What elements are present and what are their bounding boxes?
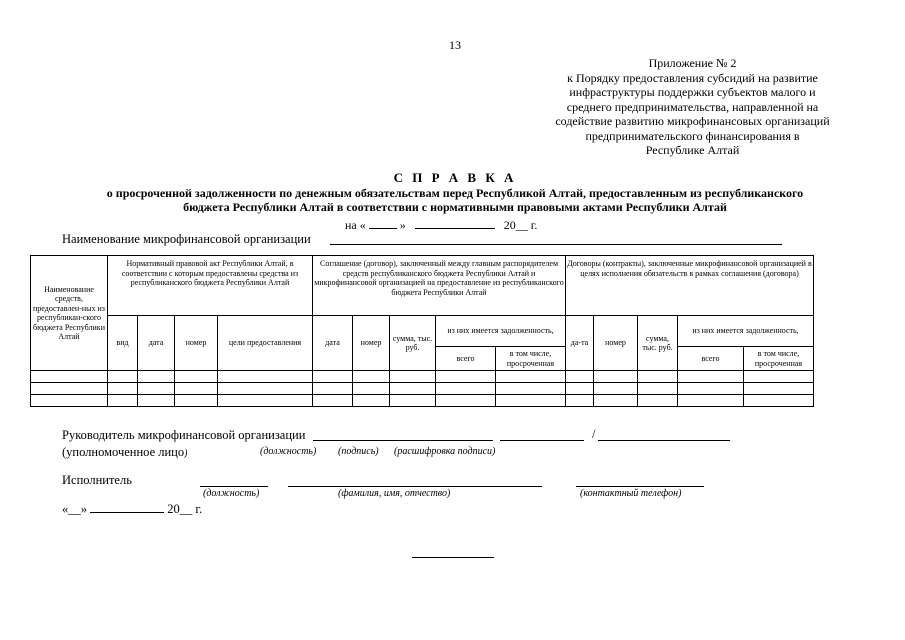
group-legal-act: Нормативный правовой акт Республики Алтай, в соответствии с которым предоставлены средства из республиканского бюджета Республики Алтай [108,256,313,316]
hint-position: (должность) [260,446,317,457]
col-contract-sum: сумма, тыс. руб. [638,316,678,371]
appendix-line: к Порядку предоставления субсидий на развитие [567,70,818,85]
col-number: номер [175,316,218,371]
col-contract-debt: из них имеется задолженность, [678,316,814,347]
date-prefix: на « [345,218,366,232]
col-fund-name: Наименование средств, предоставлен-ных из республикан-ского бюджета Республики Алтай [31,256,108,371]
org-name-label: Наименование микрофинансовой организации [62,232,311,246]
executor-label: Исполнитель [62,473,132,487]
col-agreement-sum: сумма, тыс. руб. [390,316,436,371]
hint-exec-position: (должность) [203,488,260,499]
head-position-blank[interactable] [313,440,493,441]
document-subtitle [45,186,865,214]
appendix-line: Приложение № 2 [648,56,737,70]
executor-position-blank[interactable] [200,486,268,487]
col-contract-date: да-та [566,316,594,371]
executor-phone-blank[interactable] [576,486,704,487]
sign-date-year: 20__ г. [167,502,203,516]
hint-signature: (подпись) [338,446,379,457]
appendix-header [540,56,845,158]
table-row [31,395,814,407]
authorized-person [62,445,187,460]
date-line [345,217,537,233]
col-agreement-overdue: в том числе, просроченная [496,347,566,371]
hint-decode: (расшифровка подписи) [394,446,496,457]
hint-phone: (контактный телефон) [580,488,682,499]
slash-separator: / [592,427,596,441]
footer-divider [412,557,494,558]
appendix-line: инфраструктуры поддержки субъектов малого и [569,85,816,99]
col-agreement-number: номер [353,316,390,371]
col-contract-overdue: в том числе, просроченная [744,347,814,371]
org-name-blank[interactable] [330,244,782,245]
hint-fio: (фамилия, имя, отчество) [338,488,451,499]
appendix-line: предпринимательского финансирования в [585,128,800,143]
head-decode-blank[interactable] [598,440,730,441]
subtitle-line: бюджета Республики Алтай в соответствии с нормативными правовыми актами Республики Алтай [183,200,727,214]
sign-date-open: «__» [62,502,87,516]
head-label: Руководитель микрофинансовой организации [62,428,306,442]
col-contract-total: всего [678,347,744,371]
authorized-label: (уполномоченное лицо [62,445,185,459]
document-title: С П Р А В К А [393,170,517,185]
day-blank[interactable] [369,217,397,229]
date-close-quote: » [399,218,406,232]
date-year: 20__ г. [503,218,538,232]
sign-date [62,501,202,517]
appendix-line: содействие развитию микрофинансовых организаций [555,114,830,128]
page-number: 13 [449,38,461,52]
executor-fio-blank[interactable] [288,486,542,487]
appendix-line: среднего предпринимательства, направленной на [566,99,819,114]
authorized-close: ) [184,448,188,459]
month-blank[interactable] [415,217,495,229]
table-row [31,371,814,383]
col-purpose: цели предоставления [218,316,313,371]
head-signature-blank[interactable] [500,440,584,441]
group-contracts: Договоры (контракты), заключенные микрофинансовой организацией в целях исполнения обязательств в рамках соглашения (договора) [566,256,814,316]
appendix-line: Республике Алтай [645,143,740,157]
table-row [31,383,814,395]
col-date: дата [138,316,175,371]
report-table [30,255,814,407]
subtitle-line: о просроченной задолженности по денежным обязательствам перед Республикой Алтай, предоставленным из республиканского [106,186,804,200]
col-contract-number: номер [594,316,638,371]
col-agreement-date: дата [313,316,353,371]
col-agreement-debt: из них имеется задолженность, [436,316,566,347]
group-agreement: Соглашение (договор), заключенный между главным распорядителем средств республиканского бюджета Республики Алтай и микрофинансовой организацией на предоставление из республиканского бюджета Республики Алтай [313,256,566,316]
col-agreement-total: всего [436,347,496,371]
sign-month-blank[interactable] [90,501,164,513]
col-type: вид [108,316,138,371]
